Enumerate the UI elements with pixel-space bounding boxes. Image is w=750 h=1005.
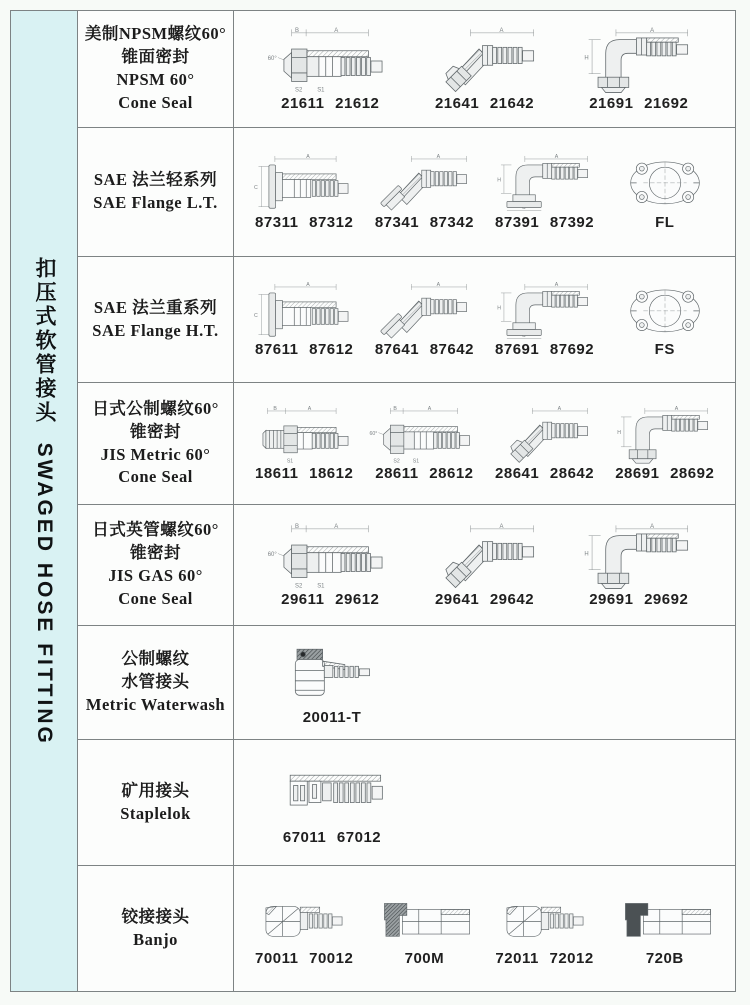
product-figure (489, 890, 601, 968)
part-number: 29691 29692 (589, 591, 689, 609)
90-elbow-fitting-drawing (609, 405, 721, 465)
45-elbow-fitting-drawing (489, 405, 601, 465)
product-figure (609, 890, 721, 968)
category-label-line: SAE 法兰重系列 (93, 297, 218, 317)
product-figures-cell (234, 383, 735, 504)
product-figures-cell (234, 128, 735, 256)
sidebar-category-band (11, 11, 78, 991)
product-figure (248, 281, 360, 359)
category-label-line: Cone Seal (118, 92, 193, 112)
category-label-cell (78, 128, 234, 256)
product-row (78, 740, 735, 866)
category-label-line: 美制NPSM螺纹60° (84, 24, 227, 44)
product-figure (268, 759, 396, 845)
product-figure (266, 26, 394, 112)
category-label-cell (78, 866, 234, 991)
category-label-line: SAE Flange H.T. (92, 320, 219, 340)
part-number: 20011-T (302, 708, 362, 726)
category-label-line: 日式英管螺纹60° (92, 520, 219, 540)
product-figures-cell (234, 257, 735, 382)
part-number: FL (655, 213, 675, 231)
product-row (78, 257, 735, 383)
part-number: 87341 87342 (374, 213, 474, 231)
product-figure (268, 639, 396, 725)
part-number: 29641 29642 (434, 591, 535, 609)
90-elbow-fitting-drawing (575, 26, 703, 94)
part-number: 67011 67012 (282, 828, 382, 846)
category-label-line: 锥面密封 (121, 47, 190, 67)
part-number: 18611 18612 (255, 465, 354, 483)
category-label-cell (78, 505, 234, 625)
product-figures-cell (234, 505, 735, 625)
product-figure (368, 153, 480, 231)
part-number: 87391 87392 (495, 213, 595, 231)
flange-45-elbow-fitting-drawing (368, 153, 480, 213)
part-number: 700M (404, 950, 445, 968)
category-label-cell (78, 11, 234, 127)
part-number: 87611 87612 (255, 341, 354, 359)
product-figure (266, 522, 394, 608)
straight-fitting-drawing (266, 522, 394, 590)
product-row (78, 383, 735, 505)
category-label-line: 矿用接头 (121, 780, 190, 800)
category-label-line: SAE 法兰轻系列 (93, 170, 218, 190)
product-figure (489, 281, 601, 359)
45-elbow-fitting-drawing (421, 522, 549, 590)
product-figure (248, 405, 360, 483)
part-number: 28641 28642 (495, 465, 595, 483)
category-label-line: Cone Seal (118, 588, 193, 608)
straight-fitting-drawing (266, 26, 394, 94)
45-elbow-fitting-drawing (421, 26, 549, 94)
flange-45-elbow-fitting-drawing (368, 281, 480, 341)
category-label-line: JIS Metric 60° (100, 444, 211, 464)
part-number: 28691 28692 (615, 465, 715, 483)
category-label-line: 锥密封 (130, 421, 181, 441)
sidebar-vertical-title: 扣压式软管接头 SWAGED HOSE FITTING (33, 256, 56, 746)
banjo-bolt-metric-drawing (368, 890, 480, 950)
product-figure (489, 153, 601, 231)
category-label-cell (78, 383, 234, 504)
product-row (78, 128, 735, 257)
flange-clamp-drawing (609, 153, 721, 213)
part-number: 87311 87312 (255, 213, 354, 231)
part-number: 29611 29612 (281, 591, 380, 609)
male-straight-fitting-drawing (248, 405, 360, 465)
fittings-table (10, 10, 736, 992)
category-label-line: JIS GAS 60° (108, 566, 203, 585)
flange-90-elbow-fitting-drawing (489, 153, 601, 213)
category-label-line: 公制螺纹 (121, 649, 190, 669)
category-label-cell (78, 257, 234, 382)
product-figure (368, 890, 480, 968)
product-figures-cell (234, 11, 735, 127)
product-figure (609, 405, 721, 483)
category-label-line: Banjo (133, 929, 178, 949)
category-label-line: Staplelok (120, 803, 191, 823)
product-figures-cell (234, 740, 735, 865)
product-figures-cell (234, 626, 735, 739)
category-label-cell (78, 740, 234, 865)
product-row (78, 866, 735, 991)
product-figure (575, 522, 703, 608)
category-label-line: 日式公制螺纹60° (92, 398, 219, 418)
banjo-fitting-drawing (248, 890, 360, 950)
category-label-line: SAE Flange L.T. (93, 193, 218, 212)
part-number: 21611 21612 (281, 95, 380, 113)
part-number: 87641 87642 (374, 341, 474, 359)
part-number: 72011 72012 (495, 950, 594, 968)
product-figure (489, 405, 601, 483)
category-label-line: 铰接接头 (121, 906, 190, 926)
part-number: 720B (645, 950, 684, 968)
product-figure (609, 281, 721, 359)
banjo-bolt-bsp-drawing (609, 890, 721, 950)
product-rows (78, 11, 735, 991)
product-figure (575, 26, 703, 112)
staplelok-fitting-drawing (268, 759, 396, 827)
product-row (78, 626, 735, 740)
flange-straight-fitting-drawing (248, 153, 360, 213)
product-row (78, 11, 735, 128)
part-number: 28611 28612 (375, 465, 474, 483)
product-figure (421, 26, 549, 112)
product-row (78, 505, 735, 626)
part-number: 21641 21642 (434, 95, 535, 113)
product-figure (248, 153, 360, 231)
product-figure (609, 153, 721, 231)
part-number: 70011 70012 (255, 950, 354, 968)
flange-90-elbow-fitting-drawing (489, 281, 601, 341)
part-number: 21691 21692 (589, 95, 689, 113)
flange-straight-fitting-drawing (248, 281, 360, 341)
product-figure (248, 890, 360, 968)
category-label-line: Metric Waterwash (85, 694, 226, 714)
flange-clamp-drawing (609, 281, 721, 341)
product-figures-cell (234, 866, 735, 991)
part-number: FS (654, 341, 675, 359)
category-label-line: Cone Seal (118, 467, 193, 487)
part-number: 87691 87692 (495, 341, 595, 359)
category-label-line: 水管接头 (121, 672, 190, 692)
category-label-cell (78, 626, 234, 739)
90-elbow-fitting-drawing (575, 522, 703, 590)
product-figure (421, 522, 549, 608)
product-figure (368, 405, 480, 483)
waterwash-fitting-drawing (268, 639, 396, 707)
straight-fitting-drawing (368, 405, 480, 465)
banjo-fitting-drawing (489, 890, 601, 950)
category-label-line: 锥密封 (130, 543, 181, 563)
category-label-line: NPSM 60° (116, 70, 195, 89)
product-figure (368, 281, 480, 359)
